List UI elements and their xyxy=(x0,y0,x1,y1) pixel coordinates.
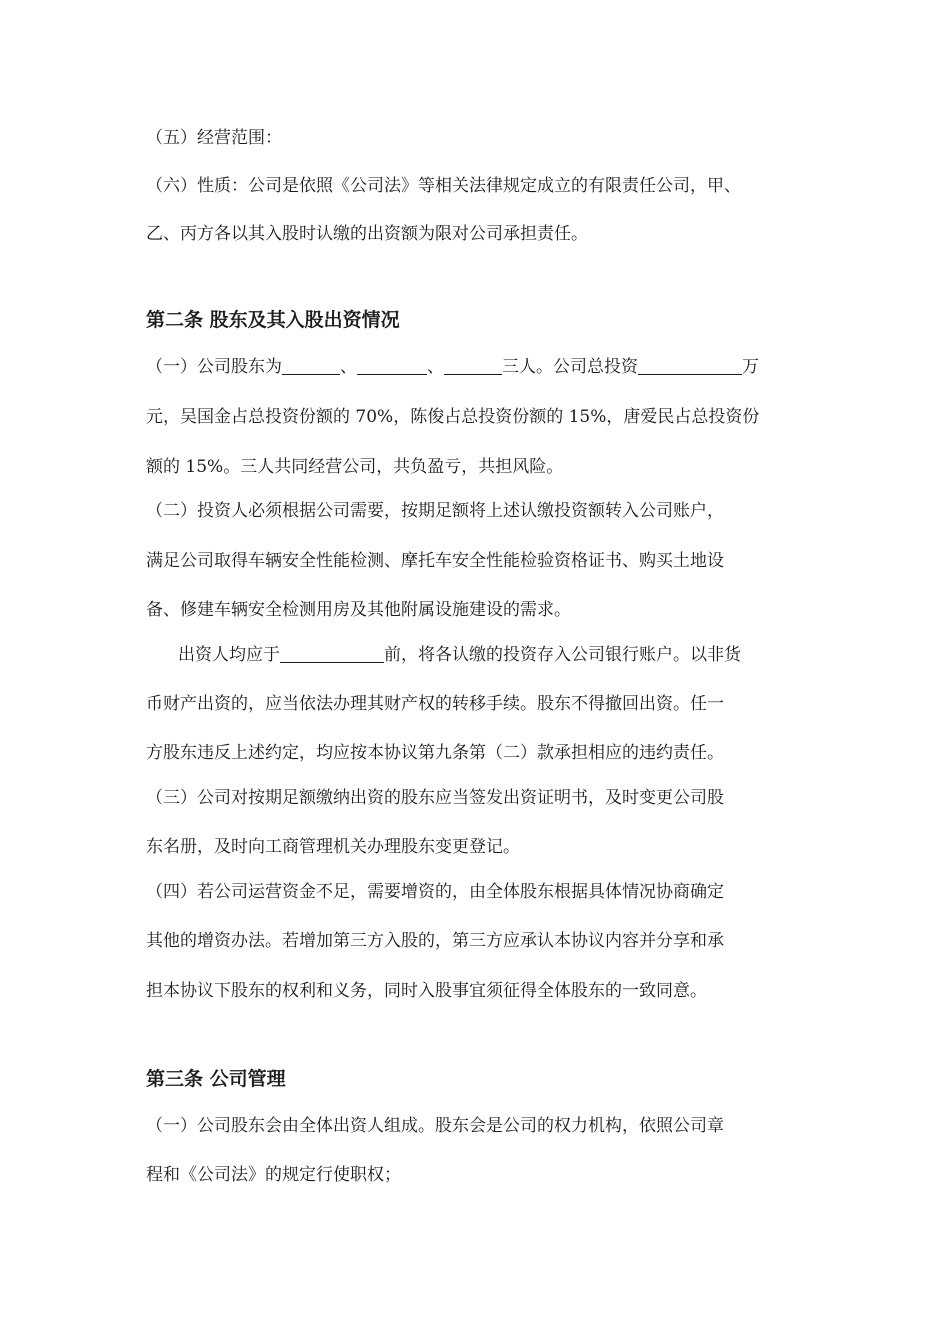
section-heading-2: 第二条 股东及其入股出资情况 xyxy=(146,309,400,331)
text-line: （一）公司股东会由全体出资人组成。股东会是公司的权力机构，依照公司章 xyxy=(146,1116,724,1136)
fill-in-blank[interactable] xyxy=(282,356,340,375)
text-fragment: 三人。公司总投资 xyxy=(502,357,638,377)
text-line-with-blanks xyxy=(146,355,759,379)
text-line: 币财产出资的，应当依法办理其财产权的转移手续。股东不得撤回出资。任一 xyxy=(146,694,724,714)
text-line: 方股东违反上述约定，均应按本协议第九条第（二）款承担相应的违约责任。 xyxy=(146,743,724,763)
text-line: 其他的增资办法。若增加第三方入股的，第三方应承认本协议内容并分享和承 xyxy=(146,931,724,951)
text-fragment: （一）公司股东为 xyxy=(146,357,282,377)
text-line: 备、修建车辆安全检测用房及其他附属设施建设的需求。 xyxy=(146,600,571,620)
text-fragment: 前，将各认缴的投资存入公司银行账户。以非货 xyxy=(384,645,741,665)
text-line: （五）经营范围： xyxy=(146,128,282,148)
text-line: （四）若公司运营资金不足，需要增资的，由全体股东根据具体情况协商确定 xyxy=(146,882,724,902)
fill-in-blank[interactable] xyxy=(357,356,427,375)
section-heading-3: 第三条 公司管理 xyxy=(146,1068,286,1090)
text-line: 程和《公司法》的规定行使职权； xyxy=(146,1165,401,1185)
text-line-with-blank xyxy=(178,643,741,667)
text-line: （三）公司对按期足额缴纳出资的股东应当签发出资证明书，及时变更公司股 xyxy=(146,788,724,808)
text-fragment: 万 xyxy=(742,357,759,377)
text-line: 担本协议下股东的权利和义务，同时入股事宜须征得全体股东的一致同意。 xyxy=(146,981,707,1001)
text-fragment: 、 xyxy=(340,357,357,377)
fill-in-blank[interactable] xyxy=(444,356,502,375)
text-line: 东名册，及时向工商管理机关办理股东变更登记。 xyxy=(146,837,520,857)
text-line: 乙、丙方各以其入股时认缴的出资额为限对公司承担责任。 xyxy=(146,224,588,244)
text-line: 元，吴国金占总投资份额的 70%，陈俊占总投资份额的 15%，唐爱民占总投资份 xyxy=(146,407,760,427)
text-line: （六）性质：公司是依照《公司法》等相关法律规定成立的有限责任公司，甲、 xyxy=(146,176,741,196)
text-line: 额的 15%。三人共同经营公司，共负盈亏，共担风险。 xyxy=(146,457,564,477)
fill-in-blank[interactable] xyxy=(280,644,384,663)
text-fragment: 出资人均应于 xyxy=(178,645,280,665)
text-line: （二）投资人必须根据公司需要，按期足额将上述认缴投资额转入公司账户， xyxy=(146,501,724,521)
text-fragment: 、 xyxy=(427,357,444,377)
fill-in-blank[interactable] xyxy=(638,356,742,375)
text-line: 满足公司取得车辆安全性能检测、摩托车安全性能检验资格证书、购买土地设 xyxy=(146,551,724,571)
